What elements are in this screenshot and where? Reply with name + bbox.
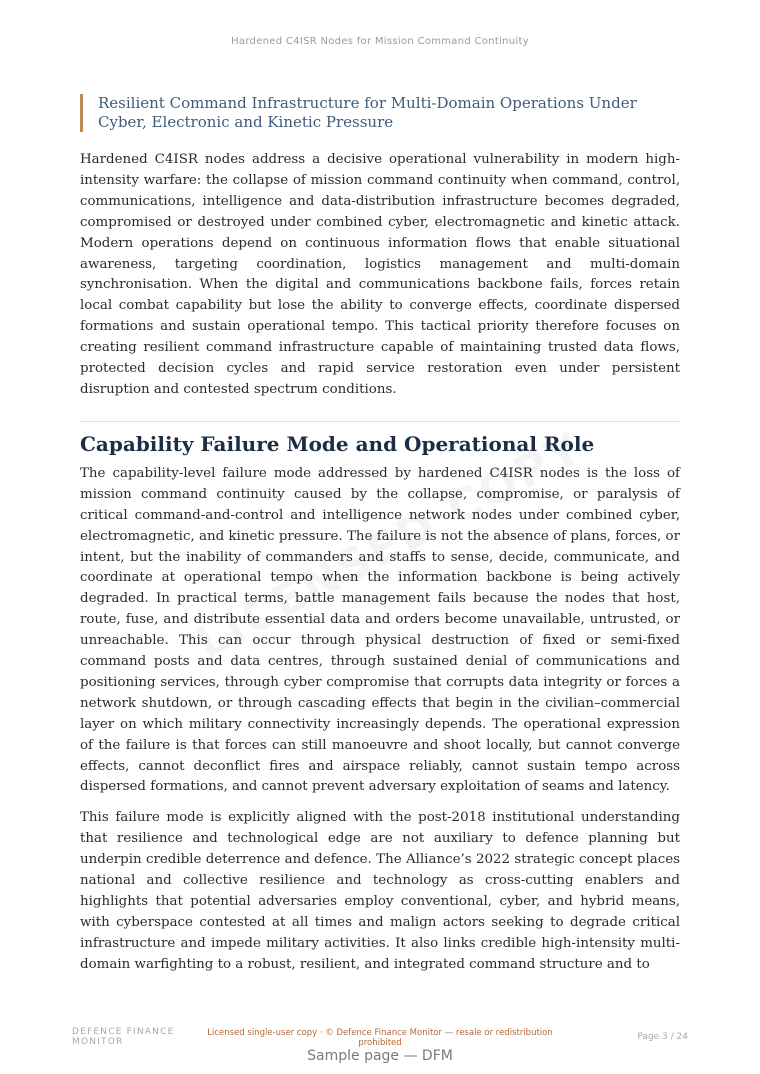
page-body (80, 94, 680, 976)
running-header: Hardened C4ISR Nodes for Mission Command Continuity (231, 36, 529, 47)
footer-license-notice: Licensed single-user copy · © Defence Finance Monitor — resale or redistribution prohibited (207, 1028, 553, 1048)
footer-publisher: DEFENCE FINANCE MONITOR (72, 1027, 175, 1047)
intro-paragraph: Hardened C4ISR nodes address a decisive operational vulnerability in modern high-intensity warfare: the collapse of mission command continuity when command, control, communications, intelligence and data-distribution infrastructure becomes degraded, compromised or destroyed under combined cyber, electromagnetic and kinetic attack. Modern operations depend on continuous information flows that enable situational awareness, targeting coordination, logistics management and multi-domain synchronisation. When the digital and communications backbone fails, forces retain local combat capability but lose the ability to converge effects, coordinate dispersed formations and sustain operational tempo. This tactical priority therefore focuses on creating resilient command infrastructure capable of maintaining trusted data flows, protected decision cycles and rapid service restoration even under persistent disruption and contested spectrum conditions. (80, 152, 680, 397)
sample-page-caption: Sample page — DFM (307, 1048, 453, 1064)
footer-page-number: Page 3 / 24 (637, 1032, 688, 1042)
section-paragraph-2: This failure mode is explicitly aligned with the post-2018 institutional understanding that resilience and technological edge are not auxiliary to defence planning but underpin credible deterrence and defence. The Alliance’s 2022 strategic concept places national and collective resilience and technology as cross-cutting enablers and highlights that potential adversaries employ conventional, cyber, and hybrid means, with cyberspace contested at all times and malign actors seeking to degrade critical infrastructure and impede military activities. It also links credible high-intensity multi-domain warfighting to a robust, resilient, and integrated command structure and to (80, 810, 680, 972)
section-paragraph-1: The capability-level failure mode addressed by hardened C4ISR nodes is the loss of mission command continuity caused by the collapse, compromise, or paralysis of critical command-and-control and intelligence network nodes under combined cyber, electromagnetic, and kinetic pressure. The failure is not the absence of plans, forces, or intent, but the inability of commanders and staffs to sense, decide, communicate, and coordinate at operational tempo when the information backbone is being actively degraded. In practical terms, battle management fails because the nodes that host, route, fuse, and distribute essential data and orders become unavailable, untrusted, or unreachable. This can occur through physical destruction of fixed or semi-fixed command posts and data centres, through sustained denial of communications and positioning services, through cyber compromise that corrupts data integrity or forces a network shutdown, or through cascading effects that begin in the civilian–commercial layer on which military connectivity increasingly depends. The operational expression of the failure is that forces can still manoeuvre and shoot locally, but cannot converge effects, cannot deconflict fires and airspace reliably, cannot sustain tempo across dispersed formations, and cannot prevent adversary exploitation of seams and latency. (80, 465, 680, 795)
section-heading: Capability Failure Mode and Operational Role (80, 431, 595, 456)
callout-subtitle: Resilient Command Infrastructure for Multi-Domain Operations Under Cyber, Electronic and Kinetic Pressure (80, 94, 680, 132)
section-divider (80, 421, 680, 422)
